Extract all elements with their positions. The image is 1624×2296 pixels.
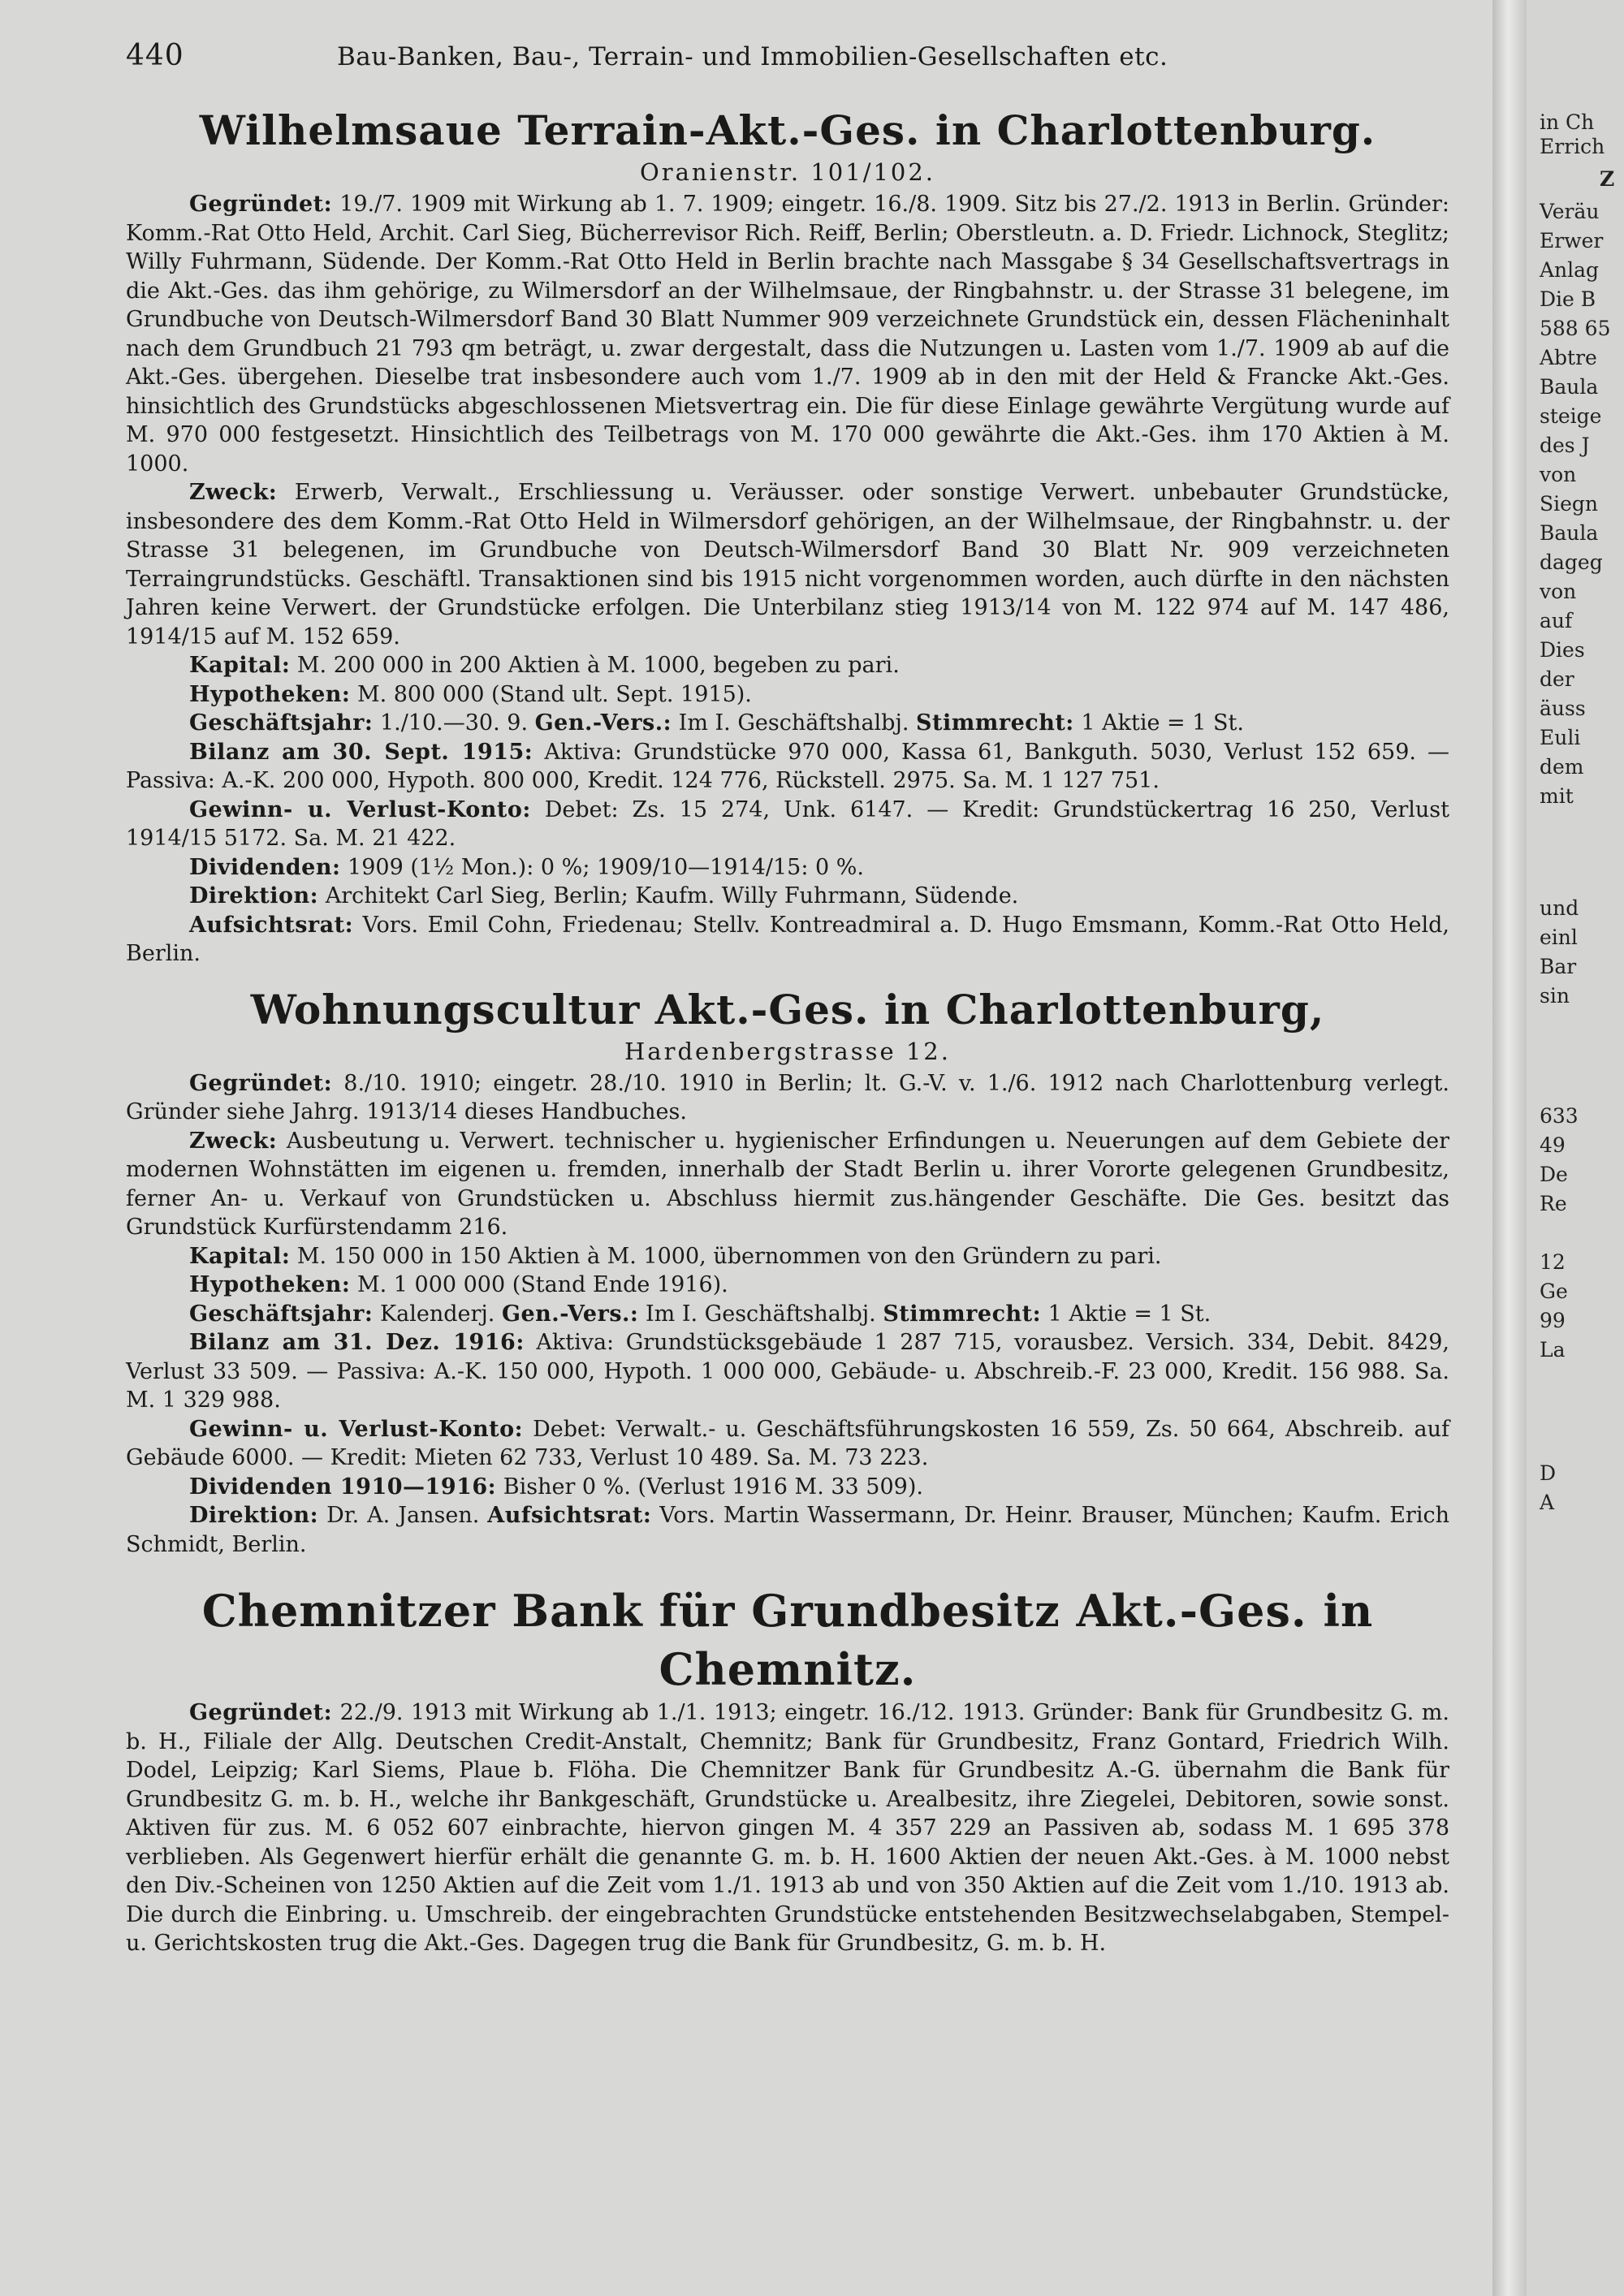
fragment-text: Dies bbox=[1540, 638, 1585, 662]
fragment-text: Anlag bbox=[1540, 258, 1600, 282]
fragment-text: D bbox=[1540, 1461, 1557, 1485]
fragment-text: und bbox=[1540, 896, 1579, 920]
fragment-text: Bar bbox=[1540, 955, 1577, 978]
entry-paragraph bbox=[126, 1271, 1449, 1300]
field-text: Aktiva: Grundstücke 970 000, Kassa 61, Bankguth. 5030, Verlust 152 659. — Passiva: A.-K. 200 000, Hypoth. 800 000, Kredit. 124 776, Rückstell. 2975. Sa. M. 1 127 751. bbox=[126, 739, 1450, 793]
entry-paragraph bbox=[126, 651, 1449, 680]
company-title: Wohnungscultur Akt.-Ges. in Charlottenburg, bbox=[250, 985, 1325, 1034]
field-label: Kapital: bbox=[189, 1243, 291, 1269]
entry-paragraph bbox=[126, 882, 1449, 911]
fragment-text: 633 bbox=[1540, 1104, 1579, 1128]
fragment-text: Die B bbox=[1540, 287, 1596, 311]
field-text: Ausbeutung u. Verwert. technischer u. hygienischer Erfindungen u. Neuerungen auf dem Gebiete der modernen Wohnstätten im eigenen u. fremden, innerhalb der Stadt Berlin u. ihrer Vororte gelegenen Grundbesitz, ferner An- u. Verkauf von Grundstücken u. Abschluss hiermit zus.hängender Geschäfte. Die Ges. besitzt das Grundstück Kurfürstendamm 216. bbox=[126, 1128, 1449, 1240]
entry-paragraph bbox=[126, 1069, 1449, 1127]
fragment-text: dageg bbox=[1540, 550, 1603, 574]
field-label: Bilanz am 30. Sept. 1915: bbox=[189, 739, 533, 765]
fragment-text: von bbox=[1540, 463, 1577, 486]
fragment-text: einl bbox=[1540, 926, 1578, 949]
book-gutter bbox=[1492, 0, 1527, 2296]
fragment-text: 49 bbox=[1540, 1133, 1566, 1157]
fragment-text: La bbox=[1540, 1338, 1566, 1362]
fragment-text: mit bbox=[1540, 784, 1574, 808]
field-label: Gegründet: bbox=[189, 192, 333, 217]
field-label: Geschäftsjahr: bbox=[189, 710, 374, 736]
fragment-text: 99 bbox=[1540, 1309, 1566, 1332]
field-text: Vors. Emil Cohn, Friedenau; Stellv. Kontreadmiral a. D. Hugo Emsmann, Komm.-Rat Otto Held, Berlin. bbox=[126, 912, 1449, 966]
field-text: M. 1 000 000 (Stand Ende 1916). bbox=[350, 1272, 728, 1297]
entry-paragraph bbox=[126, 190, 1449, 478]
entry-paragraph bbox=[126, 738, 1449, 796]
entry-paragraph bbox=[126, 796, 1449, 853]
field-text: Architekt Carl Sieg, Berlin; Kaufm. Willy Fuhrmann, Südende. bbox=[318, 883, 1019, 908]
company-entry bbox=[126, 104, 1449, 969]
field-label: Zweck: bbox=[189, 1128, 278, 1154]
fragment-text: äuss bbox=[1540, 697, 1586, 720]
field-text: 1 Aktie = 1 St. bbox=[1041, 1301, 1212, 1327]
field-text: 19./7. 1909 mit Wirkung ab 1. 7. 1909; eingetr. 16./8. 1909. Sitz bis 27./2. 1913 in Berlin. Gründer: Komm.-Rat Otto Held, Archit. Carl Sieg, Bücherrevisor Rich. Reiff, Berlin; Oberstleutn. a. D. Friedr. Lichnock, Steglitz; Willy Fuhrmann, Südende. Der Komm.-Rat Otto Held in Berlin brachte nach Massgabe § 34 Gesellschaftsvertrags in die Akt.-Ges. das ihm gehörige, zu Wilmersdorf an der Wilhelmsaue, der Ringbahnstr. u. der Strasse 31 belegene, im Grundbuche von Deutsch-Wilmersdorf Band 30 Blatt Nummer 909 verzeichnete Grundstück ein, dessen Flächeninhalt nach dem Grundbuch 21 793 qm beträgt, u. zwar dergestalt, dass die Nutzungen u. Lasten vom 1./7. 1909 ab auf die Akt.-Ges. übergehen. Dieselbe trat insbesondere auch vom 1./7. 1909 ab in den mit der Held & Francke Akt.-Ges. hinsichtlich des Grundstücks abgeschlossenen Mietsvertrag ein. Die für diese Einlage gewährte Vergütung wurde auf M. 970 000 festgesetzt. Hinsichtlich des Teilbetrags von M. 170 000 gewährte die Akt.-Ges. ihm 170 Aktien à M. 1000. bbox=[126, 192, 1449, 477]
running-head bbox=[126, 39, 1449, 75]
entry-paragraph bbox=[126, 1501, 1449, 1559]
entry-paragraph bbox=[126, 478, 1449, 651]
field-label: Dividenden 1910—1916: bbox=[189, 1474, 497, 1500]
field-text: Dr. A. Jansen. bbox=[318, 1503, 488, 1528]
field-label: Zweck: bbox=[189, 480, 278, 505]
entry-paragraph bbox=[126, 1127, 1449, 1242]
field-label: Bilanz am 31. Dez. 1916: bbox=[189, 1330, 525, 1355]
fragment-text: Veräu bbox=[1540, 200, 1600, 223]
company-entry bbox=[126, 983, 1449, 1560]
fragment-text: von bbox=[1540, 580, 1577, 603]
fragment-text: 12 bbox=[1540, 1250, 1566, 1274]
field-text: 8./10. 1910; eingetr. 28./10. 1910 in Berlin; lt. G.-V. v. 1./6. 1912 nach Charlottenburg verlegt. Gründer siehe Jahrg. 1913/14 dieses Handbuches. bbox=[126, 1070, 1449, 1124]
field-text: 1 Aktie = 1 St. bbox=[1073, 710, 1244, 736]
entry-paragraph bbox=[126, 1242, 1449, 1271]
entry-paragraph bbox=[126, 680, 1449, 710]
fragment-text: Baula bbox=[1540, 375, 1599, 399]
fragment-text: auf bbox=[1540, 609, 1573, 632]
field-text: Bisher 0 %. (Verlust 1916 M. 33 509). bbox=[496, 1474, 923, 1500]
entry-paragraph bbox=[126, 1328, 1449, 1415]
field-label: Aufsichtsrat: bbox=[189, 912, 354, 938]
field-label: Gegründet: bbox=[189, 1700, 333, 1725]
field-text: Debet: Verwalt.- u. Geschäftsführungskosten 16 559, Zs. 50 664, Abschreib. auf Gebäude 6000. — Kredit: Mieten 62 733, Verlust 10 489. Sa. M. 73 223. bbox=[126, 1416, 1449, 1470]
field-label: Gen.-Vers.: bbox=[501, 1301, 639, 1327]
entry-paragraph bbox=[126, 1415, 1449, 1473]
entry-paragraph bbox=[126, 709, 1449, 738]
field-text: M. 150 000 in 150 Aktien à M. 1000, übernommen von den Gründern zu pari. bbox=[290, 1243, 1162, 1269]
field-label: Gewinn- u. Verlust-Konto: bbox=[189, 796, 531, 822]
field-text: Im I. Geschäftshalbj. bbox=[638, 1301, 883, 1327]
fragment-text: sin bbox=[1540, 984, 1570, 1008]
entry-paragraph bbox=[126, 1698, 1449, 1958]
field-text: Kalenderj. bbox=[373, 1301, 502, 1327]
field-text: Erwerb, Verwalt., Erschliessung u. Veräusser. oder sonstige Verwert. unbebauter Grundstücke, insbesondere des dem Komm.-Rat Otto Held in Wilmersdorf gehörigen, an der Wilhelmsaue, der Ringbahnstr. u. der Strasse 31 belegenen, im Grundbuche von Deutsch-Wilmersdorf Band 30 Blatt Nr. 909 verzeichneten Terraingrundstücks. Geschäftl. Transaktionen sind bis 1915 nicht vorgenommen worden, auch dürfte in den nächsten Jahren keine Verwert. der Grundstücke erfolgen. Die Unterbilanz stieg 1913/14 von M. 122 974 auf M. 147 486, 1914/15 auf M. 152 659. bbox=[126, 480, 1449, 650]
field-label: Hypotheken: bbox=[189, 1272, 351, 1297]
field-label: Hypotheken: bbox=[189, 681, 351, 707]
field-text: 22./9. 1913 mit Wirkung ab 1./1. 1913; eingetr. 16./12. 1913. Gründer: Bank für Grundbesitz G. m. b. H., Filiale der Allg. Deutschen Credit-Anstalt, Chemnitz; Bank für Grundbesitz, Franz Gontard, Friedrich Wilh. Dodel, Leipzig; Karl Siems, Plaue b. Flöha. Die Chemnitzer Bank für Grundbesitz A.-G. übernahm die Bank für Grundbesitz G. m. b. H., welche ihr Bankgeschäft, Grundstücke u. Arealbesitz, ihre Ziegelei, Debitoren, sowie sonst. Aktiven für zus. M. 6 052 607 einbrachte, hiervon gingen M. 4 357 229 an Passiven ab, sodass M. 1 695 378 verblieben. Als Gegenwert hierfür erhält die genannte G. m. b. H. 1600 Aktien der neuen Akt.-Ges. à M. 1000 nebst den Div.-Scheinen von 1250 Aktien auf die Zeit vom 1./1. 1913 ab und von 350 Aktien auf die Zeit vom 1./10. 1913 ab. Die durch die Einbring. u. Umschreib. der eingebrachten Grundstücke entstehenden Besitzwechselabgaben, Stempel- u. Gerichtskosten trug die Akt.-Ges. Dagegen trug die Bank für Grundbesitz, G. m. b. H. bbox=[126, 1700, 1449, 1956]
fragment-text: Euli bbox=[1540, 726, 1581, 749]
field-label: Stimmrecht: bbox=[916, 710, 1074, 736]
field-text: Debet: Zs. 15 274, Unk. 6147. — Kredit: Grundstückertrag 16 250, Verlust 1914/15 5172. Sa. M. 21 422. bbox=[126, 796, 1449, 851]
fragment-text: Siegn bbox=[1540, 492, 1599, 516]
fragment-text: Abtre bbox=[1540, 346, 1597, 369]
field-text: 1./10.—30. 9. bbox=[373, 710, 535, 736]
field-label: Stimmrecht: bbox=[883, 1301, 1042, 1327]
fragment-text: De bbox=[1540, 1163, 1568, 1186]
fragment-text: des J bbox=[1540, 434, 1590, 457]
fragment-text: Ge bbox=[1540, 1280, 1568, 1303]
field-label: Geschäftsjahr: bbox=[189, 1301, 374, 1327]
fragment-text: steige bbox=[1540, 404, 1602, 428]
fragment-text: in Ch bbox=[1540, 110, 1595, 134]
field-label: Dividenden: bbox=[189, 854, 341, 880]
field-text: M. 800 000 (Stand ult. Sept. 1915). bbox=[350, 681, 752, 707]
running-title: Bau-Banken, Bau-, Terrain- und Immobilien-Gesellschaften etc. bbox=[337, 42, 1168, 71]
text-column bbox=[126, 104, 1449, 1973]
field-text: Aktiva: Grundstücksgebäude 1 287 715, vorausbez. Versich. 334, Debit. 8429, Verlust 33 509. — Passiva: A.-K. 150 000, Hypoth. 1 000 000, Gebäude- u. Abschreib.-F. 23 000, Kredit. 156 988. Sa. M. 1 329 988. bbox=[126, 1330, 1450, 1413]
field-text: Im I. Geschäftshalbj. bbox=[672, 710, 916, 736]
adjacent-page-edge bbox=[1527, 0, 1624, 2296]
company-address: Hardenbergstrasse 12. bbox=[624, 1037, 951, 1065]
company-title: Wilhelmsaue Terrain-Akt.-Ges. in Charlottenburg. bbox=[199, 106, 1376, 154]
fragment-text: Erwer bbox=[1540, 229, 1604, 252]
field-label: Aufsichtsrat: bbox=[487, 1503, 652, 1528]
entry-paragraph bbox=[126, 1300, 1449, 1329]
entry-paragraph bbox=[126, 853, 1449, 883]
field-text: 1909 (1½ Mon.): 0 %; 1909/10—1914/15: 0 %. bbox=[340, 854, 865, 880]
field-label: Direktion: bbox=[189, 1503, 319, 1528]
field-label: Gen.-Vers.: bbox=[534, 710, 672, 736]
entry-paragraph bbox=[126, 911, 1449, 969]
fragment-text: Errich bbox=[1540, 135, 1605, 158]
entry-paragraph bbox=[126, 1473, 1449, 1502]
field-label: Gegründet: bbox=[189, 1070, 333, 1096]
fragment-text: 588 65 bbox=[1540, 317, 1611, 340]
field-label: Gewinn- u. Verlust-Konto: bbox=[189, 1416, 524, 1442]
fragment-text: der bbox=[1540, 667, 1574, 691]
field-label: Direktion: bbox=[189, 883, 319, 908]
fragment-text: Z bbox=[1600, 167, 1615, 191]
field-text: M. 200 000 in 200 Aktien à M. 1000, begeben zu pari. bbox=[290, 653, 900, 678]
company-title: Chemnitzer Bank für Grundbesitz Akt.-Ges. in Chemnitz. bbox=[201, 1585, 1374, 1695]
fragment-text: Baula bbox=[1540, 521, 1599, 545]
field-label: Kapital: bbox=[189, 653, 291, 678]
fragment-text: A bbox=[1540, 1491, 1555, 1514]
company-address: Oranienstr. 101/102. bbox=[639, 158, 936, 186]
field-text: Vors. Martin Wassermann, Dr. Heinr. Brauser, München; Kaufm. Erich Schmidt, Berlin. bbox=[126, 1503, 1449, 1557]
page-number: 440 bbox=[126, 39, 184, 72]
company-entry bbox=[126, 1582, 1449, 1958]
fragment-text: dem bbox=[1540, 755, 1584, 779]
fragment-text: Re bbox=[1540, 1192, 1567, 1215]
